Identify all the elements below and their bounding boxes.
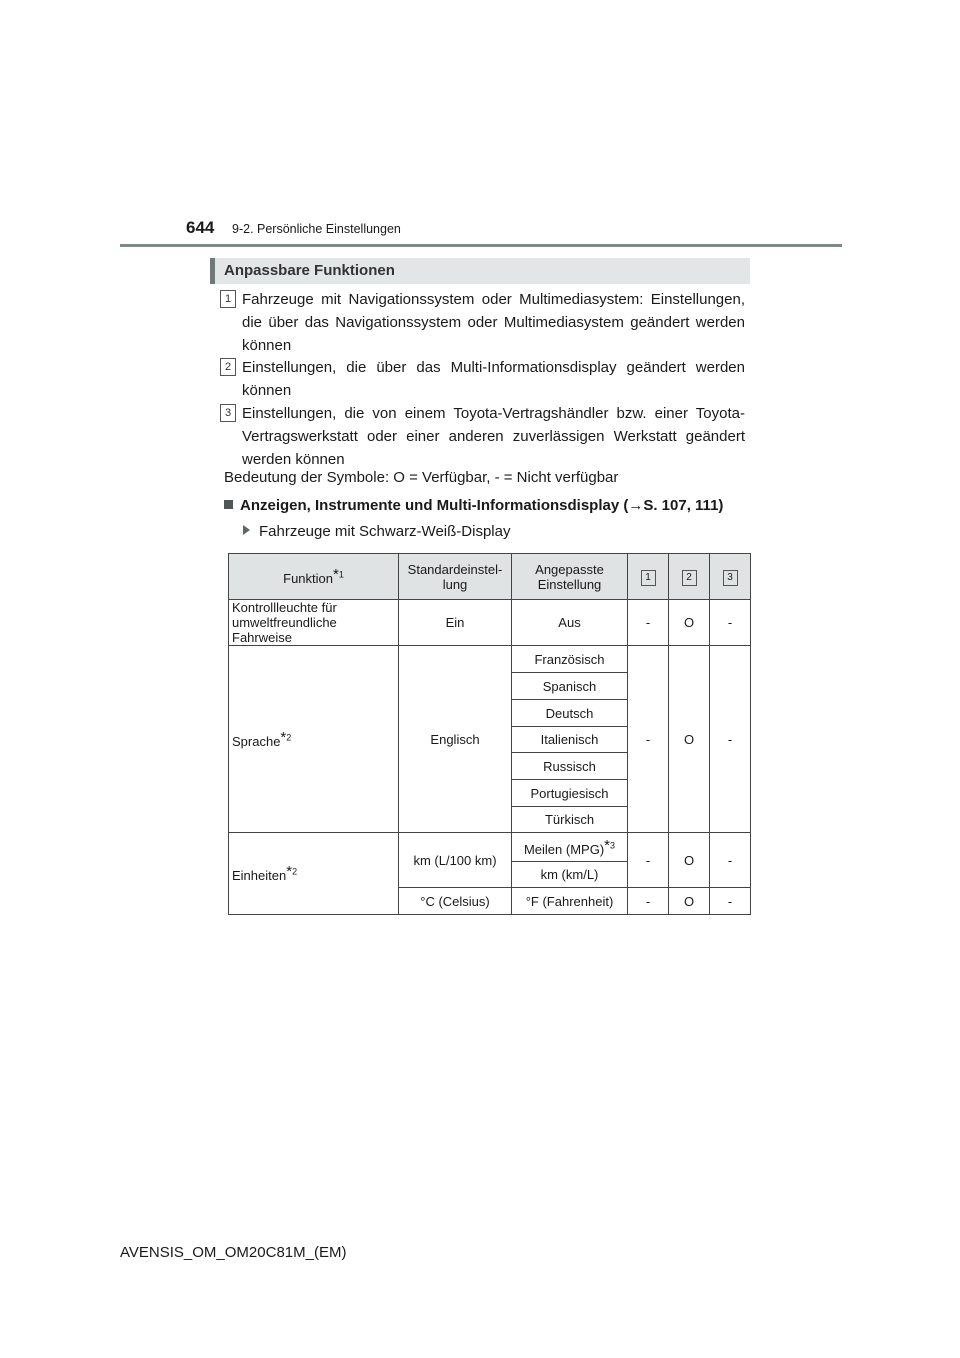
header-col-1 <box>628 554 669 600</box>
cell-funktion: Sprache*$^2$ <box>229 646 399 833</box>
subsection-text: Anzeigen, Instrumente und Multi-Informationsdisplay (→S. 107, 111) <box>240 497 724 514</box>
note-number-1-icon: 1 <box>220 290 236 308</box>
page-number: 644 <box>186 218 215 237</box>
note-text-1: Fahrzeuge mit Navigationssystem oder Multimediasystem: Einstellungen, die über das Navigationssystem oder Multimediasystem geändert werden können <box>242 291 745 354</box>
functions-table <box>228 553 751 915</box>
cell-option: Meilen (MPG)*$^3$ <box>512 833 628 862</box>
note-text-3: Einstellungen, die von einem Toyota-Vertragshändler bzw. einer Toyota-Vertragswerkstatt oder einer anderen zuverlässigen Werkstatt geändert werden können <box>242 405 745 468</box>
cell-standard: Ein <box>399 600 512 646</box>
header-col-2 <box>669 554 710 600</box>
symbol-legend: Bedeutung der Symbole: O = Verfügbar, - = Nicht verfügbar <box>224 469 619 486</box>
subsection-heading <box>224 497 723 514</box>
subsubsection-text: Fahrzeuge mit Schwarz-Weiß-Display <box>259 523 511 540</box>
header-funktion: Funktion*$^1$ <box>229 554 399 600</box>
subsubsection-heading <box>243 523 510 540</box>
heading-title: Anpassbare Funktionen <box>224 262 395 279</box>
heading-bar <box>210 258 750 284</box>
cell-option: Italienisch <box>512 727 628 753</box>
header-standard: Standardeinstel- lung <box>399 554 512 600</box>
cell-col-3: - <box>710 833 751 888</box>
cell-col-1: - <box>628 888 669 915</box>
footer-document-code: AVENSIS_OM_OM20C81M_(EM) <box>120 1244 347 1261</box>
cell-standard: km (L/100 km) <box>399 833 512 888</box>
heading-accent <box>210 258 215 284</box>
table-row-kontrollleuchte <box>229 600 751 646</box>
cell-col-2: O <box>669 888 710 915</box>
cell-funktion: Einheiten*$^2$ <box>229 833 399 915</box>
number-2-icon: 2 <box>682 570 697 586</box>
cell-option: Russisch <box>512 753 628 780</box>
header-angepasst: Angepasste Einstellung <box>512 554 628 600</box>
table-row-einheiten <box>229 833 751 862</box>
table-row-sprache <box>229 646 751 673</box>
cell-option: °F (Fahrenheit) <box>512 888 628 915</box>
cell-col-3: - <box>710 888 751 915</box>
square-bullet-icon <box>224 500 233 509</box>
cell-col-3: - <box>710 600 751 646</box>
cell-col-3: - <box>710 646 751 833</box>
cell-option: Französisch <box>512 646 628 673</box>
cell-standard: Englisch <box>399 646 512 833</box>
note-text-2: Einstellungen, die über das Multi-Informationsdisplay geändert werden können <box>242 359 745 399</box>
cell-col-1: - <box>628 833 669 888</box>
note-number-2-icon: 2 <box>220 358 236 376</box>
cell-col-2: O <box>669 646 710 833</box>
note-number-3-icon: 3 <box>220 404 236 422</box>
cell-option: km (km/L) <box>512 862 628 888</box>
table-header-row <box>229 554 751 600</box>
number-1-icon: 1 <box>641 570 656 586</box>
cell-option: Deutsch <box>512 700 628 727</box>
cell-option: Spanisch <box>512 673 628 700</box>
cell-col-1: - <box>628 646 669 833</box>
cell-col-2: O <box>669 600 710 646</box>
cell-custom: Aus <box>512 600 628 646</box>
cell-option: Portugiesisch <box>512 780 628 807</box>
cell-col-1: - <box>628 600 669 646</box>
header-col-3 <box>710 554 751 600</box>
cell-option: Türkisch <box>512 807 628 833</box>
triangle-bullet-icon <box>243 525 250 535</box>
section-title: 9-2. Persönliche Einstellungen <box>232 222 401 236</box>
header-divider <box>120 244 842 247</box>
number-3-icon: 3 <box>723 570 738 586</box>
cell-standard: °C (Celsius) <box>399 888 512 915</box>
cell-col-2: O <box>669 833 710 888</box>
cell-funktion: Kontrollleuchte für umweltfreundliche Fahrweise <box>229 600 399 646</box>
